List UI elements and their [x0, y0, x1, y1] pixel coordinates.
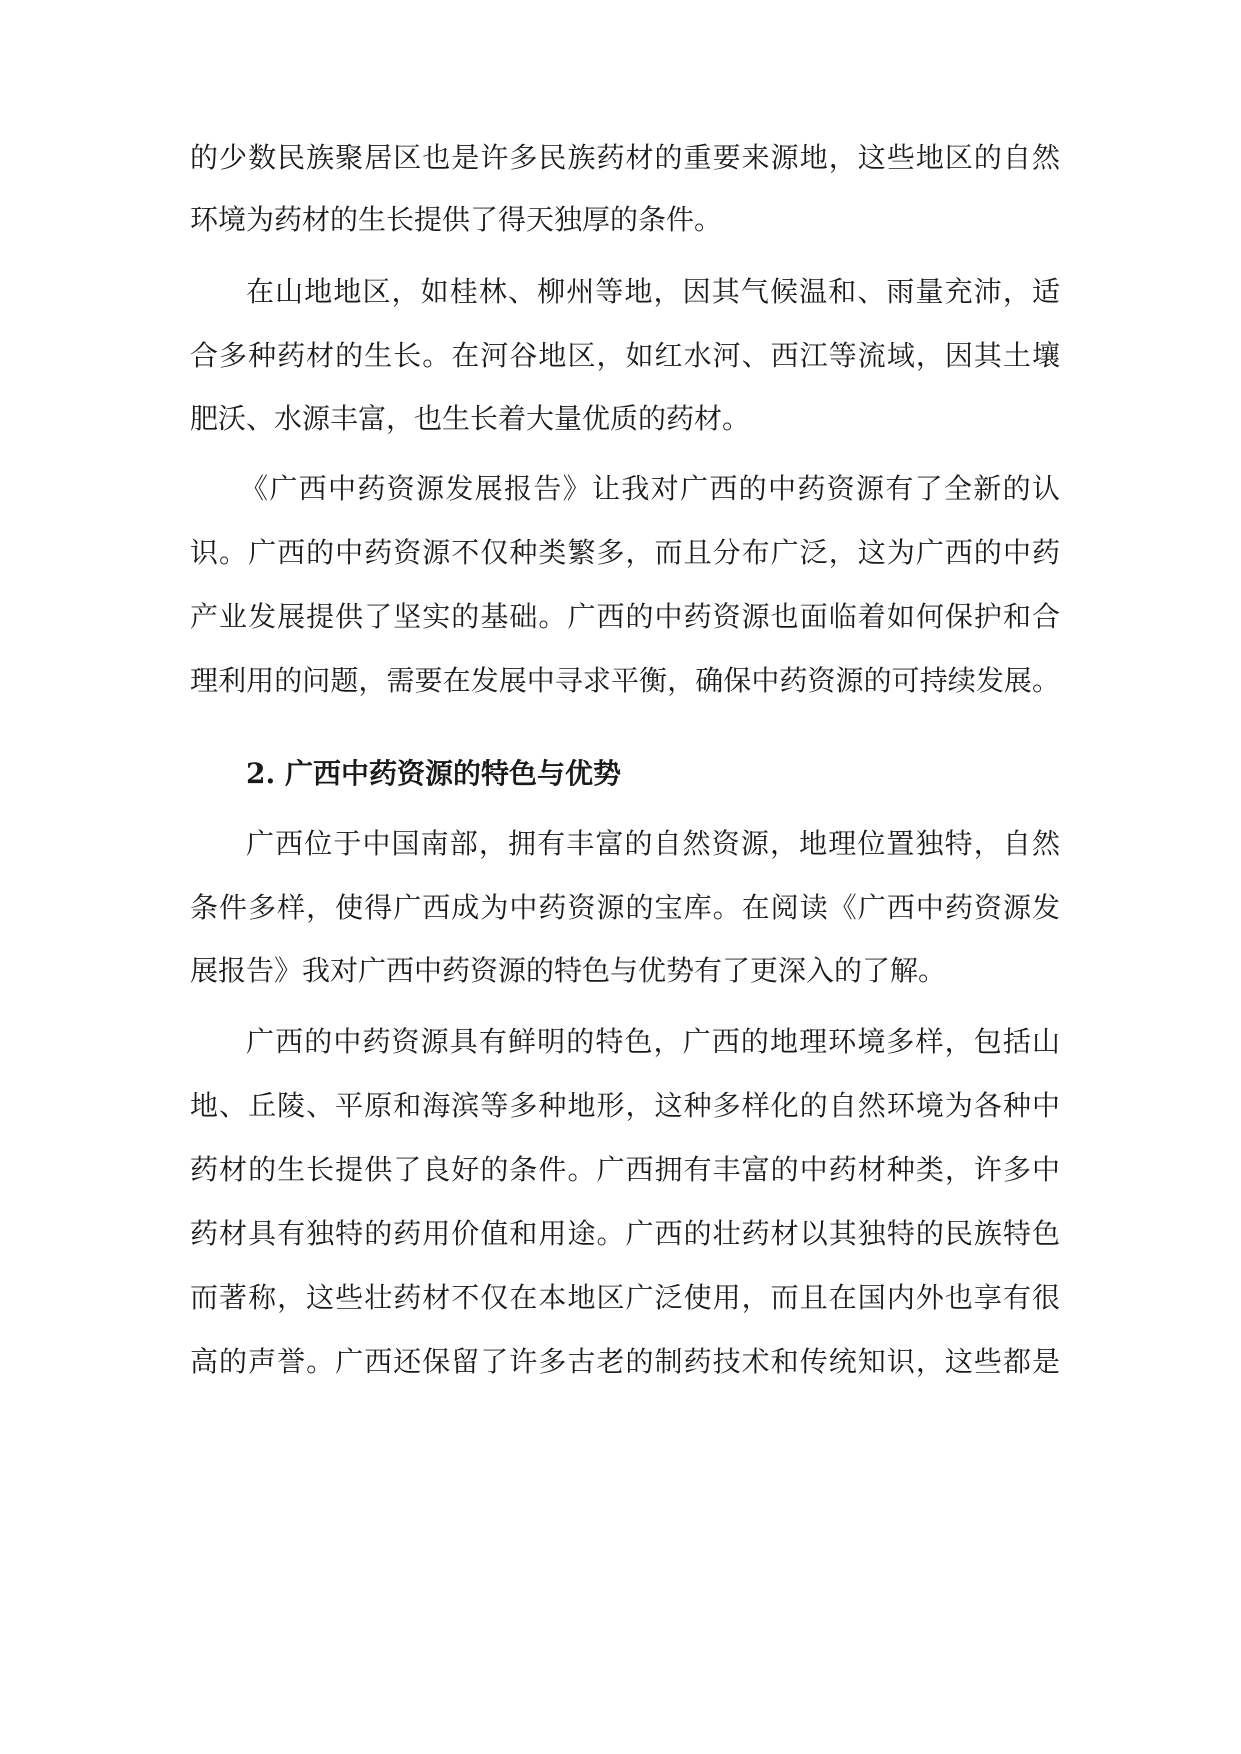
paragraph-4-line-3: 展报告》我对广西中药资源的特色与优势有了更深入的了解。: [190, 954, 947, 987]
paragraph-3-line-1: 《广西中药资源发展报告》让我对广西的中药资源有了全新的认: [240, 472, 1060, 505]
paragraph-5-line-4: 药材具有独特的药用价值和用途。广西的壮药材以其独特的民族特色: [190, 1217, 1060, 1250]
paragraph-2-line-2: 合多种药材的生长。在河谷地区，如红水河、西江等流域，因其土壤: [190, 339, 1060, 372]
paragraph-5-line-1: 广西的中药资源具有鲜明的特色，广西的地理环境多样，包括山: [246, 1025, 1060, 1058]
paragraph-1-line-1: 的少数民族聚居区也是许多民族药材的重要来源地，这些地区的自然: [190, 141, 1060, 174]
paragraph-5-line-3: 药材的生长提供了良好的条件。广西拥有丰富的中药材种类，许多中: [190, 1153, 1060, 1186]
paragraph-2-line-1: 在山地地区，如桂林、柳州等地，因其气候温和、雨量充沛，适: [246, 275, 1060, 308]
paragraph-3-line-2: 识。广西的中药资源不仅种类繁多，而且分布广泛，这为广西的中药: [190, 536, 1060, 569]
paragraph-5-line-5: 而著称，这些壮药材不仅在本地区广泛使用，而且在国内外也享有很: [190, 1281, 1060, 1314]
paragraph-1-line-2: 环境为药材的生长提供了得天独厚的条件。: [190, 203, 723, 236]
paragraph-4-line-1: 广西位于中国南部，拥有丰富的自然资源，地理位置独特，自然: [246, 827, 1060, 860]
paragraph-4-line-2: 条件多样，使得广西成为中药资源的宝库。在阅读《广西中药资源发: [190, 891, 1060, 924]
paragraph-3-line-3: 产业发展提供了坚实的基础。广西的中药资源也面临着如何保护和合: [190, 600, 1060, 633]
section-heading: 2. 广西中药资源的特色与优势: [246, 757, 621, 790]
paragraph-2-line-3: 肥沃、水源丰富，也生长着大量优质的药材。: [190, 402, 751, 435]
paragraph-5-line-6: 高的声誉。广西还保留了许多古老的制药技术和传统知识，这些都是: [190, 1345, 1060, 1378]
paragraph-5-line-2: 地、丘陵、平原和海滨等多种地形，这种多样化的自然环境为各种中: [190, 1089, 1060, 1122]
paragraph-3-line-4: 理利用的问题，需要在发展中寻求平衡，确保中药资源的可持续发展。: [190, 664, 1060, 697]
